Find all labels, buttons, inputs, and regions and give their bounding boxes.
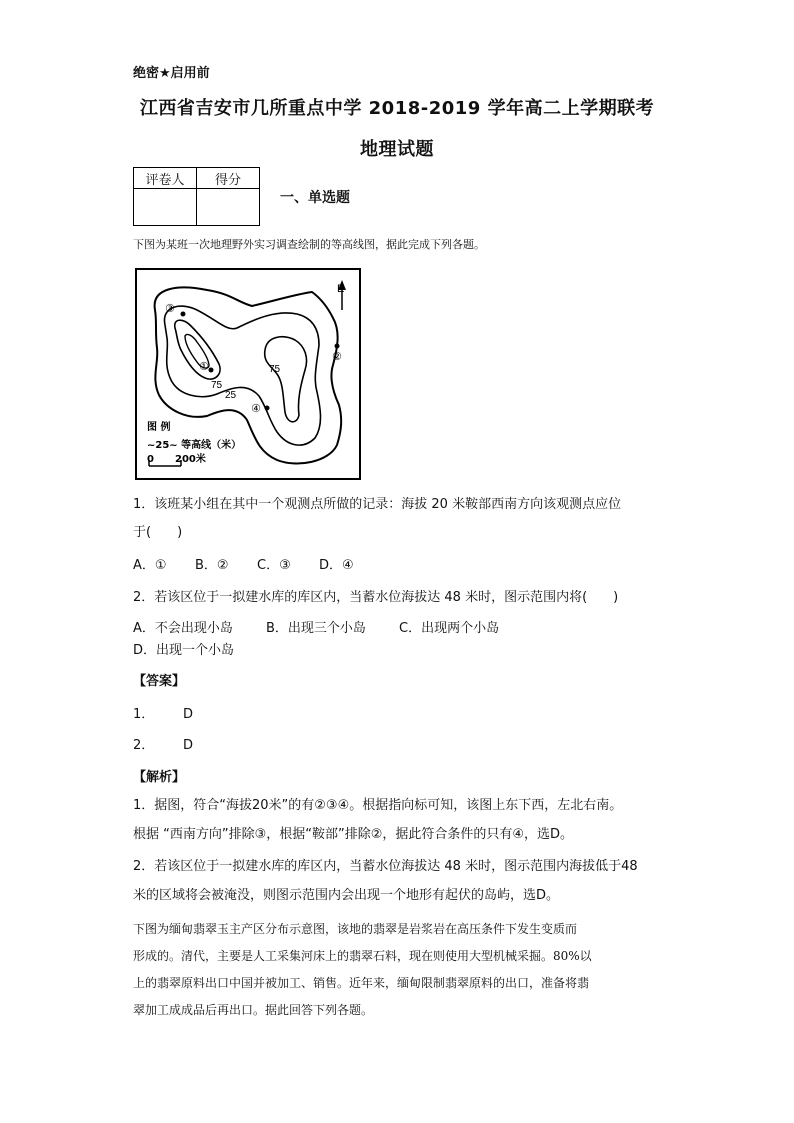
question-1-options (133, 555, 663, 577)
legend-title: 图 例 (147, 422, 171, 433)
analysis-p1-line2: 根据 “西南方向”排除③，根据“鞍部”排除②，据此符合条件的只有④，选D。 (133, 827, 574, 842)
secret-mark: 绝密★启用前 (133, 66, 210, 81)
question-1 (133, 494, 663, 544)
q2-option-c[interactable]: C．出现两个小岛 (399, 621, 500, 636)
next-question-intro (133, 916, 663, 1024)
q1-option-c[interactable]: C．③ (257, 558, 291, 573)
point-4-label: ④ (251, 402, 261, 415)
question-2-stem: 2．若该区位于一拟建水库的库区内，当蓄水位海拔达 48 米时，图示范围内将( ) (133, 590, 619, 605)
scale-zero: 0 (147, 454, 154, 465)
contour-label-75-left: 75 (211, 380, 223, 391)
legend-contour: ~25~ 等高线（米） (147, 440, 242, 451)
answer-item-1-value: D (183, 707, 194, 722)
question-2-options (133, 618, 663, 662)
page-title: 江西省吉安市几所重点中学 2018-2019 学年高二上学期联考 (139, 98, 655, 119)
page-subtitle: 地理试题 (360, 139, 434, 160)
question-1-stem: 1．该班某小组在其中一个观测点所做的记录：海拔 20 米鞍部西南方向该观测点应位 (133, 497, 622, 512)
q2-option-a[interactable]: A．不会出现小岛 (133, 621, 233, 636)
point-1-label: ① (199, 360, 209, 373)
q2-option-d[interactable]: D．出现一个小岛 (133, 643, 235, 658)
answer-item-1 (133, 703, 193, 722)
question-1-stem-end: 于( ) (133, 525, 183, 540)
answer-heading: 【答案】 (133, 674, 186, 689)
contour-line-25 (164, 306, 320, 445)
score-table-grader-cell (134, 189, 197, 226)
analysis-p2-line1: 2．若该区位于一拟建水库的库区内，当蓄水位海拔达 48 米时，图示范围内海拔低于48 (133, 859, 638, 874)
q2-option-b[interactable]: B．出现三个小岛 (266, 621, 366, 636)
analysis-paragraph-2 (133, 852, 663, 910)
next-intro-line4: 翠加工成成品后再出口。据此回答下列各题。 (133, 1003, 374, 1017)
contour-line-75-right (265, 337, 307, 422)
question-intro: 下图为某班一次地理野外实习调查绘制的等高线图，据此完成下列各题。 (133, 238, 485, 251)
score-table (133, 167, 260, 226)
point-2-marker (335, 344, 340, 349)
next-intro-line1: 下图为缅甸翡翠玉主产区分布示意图，该地的翡翠是岩浆岩在高压条件下发生变质而 (133, 922, 578, 936)
contour-map-drawing (137, 270, 359, 478)
point-3-label: ③ (165, 302, 175, 315)
contour-label-75-right: 75 (269, 364, 281, 375)
point-4-marker (265, 406, 270, 411)
score-table-grader-header: 评卷人 (134, 168, 197, 189)
q1-option-d[interactable]: D．④ (319, 558, 354, 573)
score-table-score-cell (197, 189, 260, 226)
next-intro-line3: 上的翡翠原料出口中国并被加工、销售。近年来，缅甸限制翡翠原料的出口，准备将翡 (133, 976, 590, 990)
answer-item-2-value: D (183, 738, 194, 753)
analysis-heading: 【解析】 (133, 770, 186, 785)
next-intro-line2: 形成的。清代，主要是人工采集河床上的翡翠石料，现在则使用大型机械采掘。80%以 (133, 949, 592, 963)
score-table-score-header: 得分 (197, 168, 260, 189)
answer-item-1-num: 1． (133, 707, 155, 722)
q1-option-a[interactable]: A．① (133, 558, 167, 573)
analysis-p2-line2: 米的区域将会被淹没，则图示范围内会出现一个地形有起伏的岛屿，选D。 (133, 888, 560, 903)
analysis-paragraph-1 (133, 791, 663, 849)
scale-value: 200米 (175, 454, 206, 465)
analysis-p1-line1: 1．据图，符合“海拔20米”的有②③④。根据指向标可知，该图上东下西，左北右南。 (133, 798, 623, 813)
point-1-marker (209, 368, 214, 373)
north-arrow-label: E (337, 283, 345, 295)
section-title: 一、单选题 (280, 190, 350, 206)
point-3-marker (181, 312, 186, 317)
contour-label-25: 25 (225, 390, 237, 401)
q1-option-b[interactable]: B．② (195, 558, 229, 573)
contour-map (135, 268, 361, 480)
point-2-label: ② (332, 350, 342, 363)
answer-item-2 (133, 734, 193, 753)
answer-item-2-num: 2． (133, 738, 155, 753)
